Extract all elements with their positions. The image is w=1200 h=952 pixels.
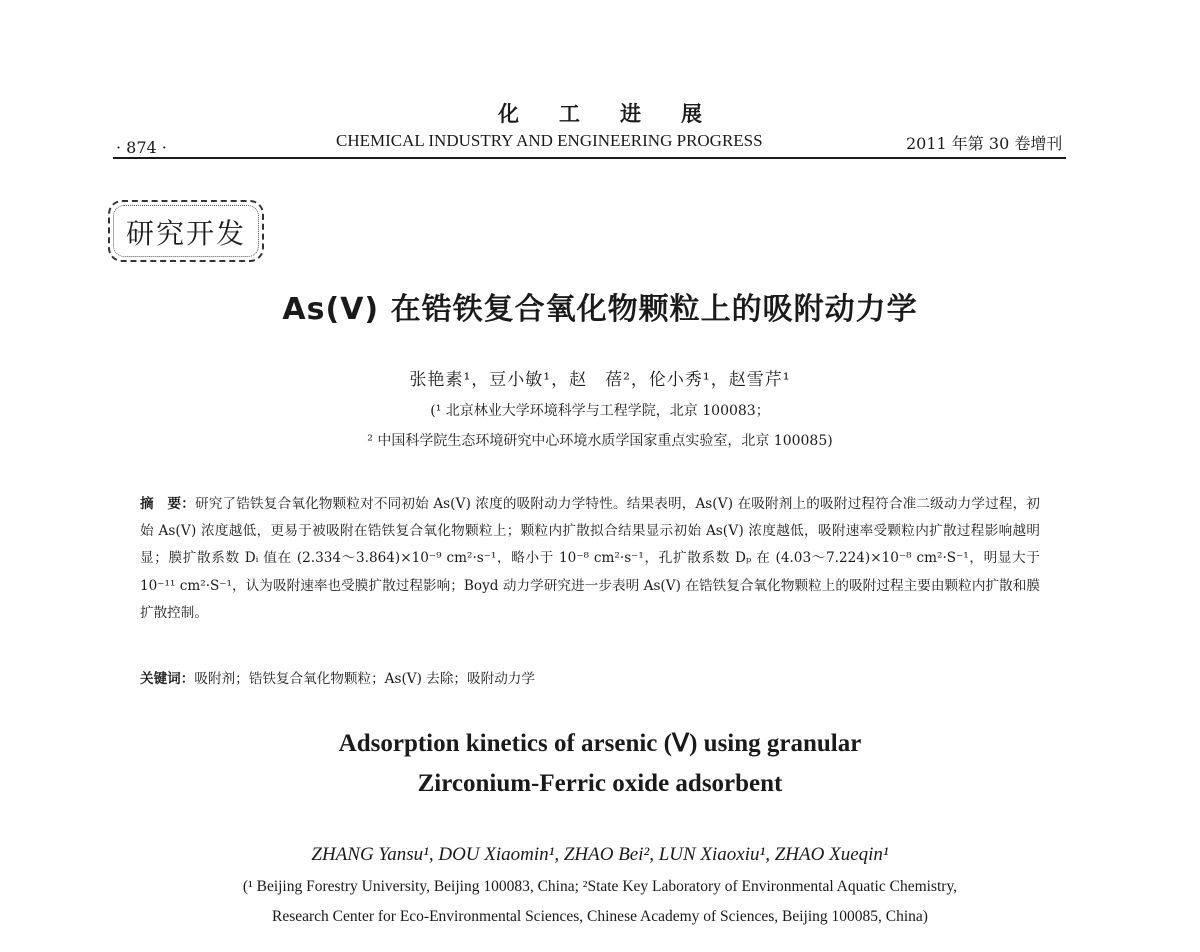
- abstract-label: 摘 要：: [140, 496, 196, 512]
- keywords-cn: [140, 667, 1040, 687]
- keywords-label: 关键词：: [140, 671, 195, 687]
- affiliation-cn-2: ² 中国科学院生态环境研究中心环境水质学国家重点实验室，北京 100085): [367, 433, 833, 449]
- authors-cn: 张艳素¹，豆小敏¹，赵 蓓²，伦小秀¹，赵雪芹¹: [409, 370, 791, 390]
- title-en-line1: Adsorption kinetics of arsenic (Ⅴ) using granular: [338, 730, 862, 757]
- affiliation-cn-1: (¹ 北京林业大学环境科学与工程学院，北京 100083；: [430, 403, 770, 419]
- title-cn: As(Ⅴ) 在锆铁复合氧化物颗粒上的吸附动力学: [282, 292, 918, 327]
- journal-title-cn: 化工进展: [498, 101, 742, 126]
- issue-info: 2011 年第 30 卷增刊: [906, 134, 1063, 153]
- journal-title-en: CHEMICAL INDUSTRY AND ENGINEERING PROGRESS: [336, 131, 763, 150]
- affiliation-en-2: Research Center for Eco-Environmental Sciences, Chinese Academy of Sciences, Beijing 100085, China): [272, 908, 928, 925]
- title-en-line2: Zirconium-Ferric oxide adsorbent: [417, 770, 783, 797]
- abstract-text: 研究了锆铁复合氧化物颗粒对不同初始 As(Ⅴ) 浓度的吸附动力学特性。结果表明，As(Ⅴ) 在吸附剂上的吸附过程符合准二级动力学过程，初始 As(Ⅴ) 浓度越低，更易于被吸附在锆铁复合氧化物颗粒上；颗粒内扩散拟合结果显示初始 As(Ⅴ) 浓度越低，吸附速率受颗粒内扩散过程影响越明显；膜扩散系数 Dᵢ 值在 (2.334～3.864)×10⁻⁹ cm²·s⁻¹，略小于 10⁻⁸ cm²·s⁻¹，孔扩散系数 Dₚ 在 (4.03～7.224)×10⁻⁸ cm²·S⁻¹，明显大于 10⁻¹¹ cm²·S⁻¹，认为吸附速率也受膜扩散过程影响；Boyd 动力学研究进一步表明 As(Ⅴ) 在锆铁复合氧化物颗粒上的吸附过程主要由颗粒内扩散和膜扩散控制。: [140, 496, 1040, 621]
- abstract-cn: [140, 491, 1040, 627]
- section-badge-label: 研究开发: [125, 217, 246, 250]
- authors-en: ZHANG Yansu¹, DOU Xiaomin¹, ZHAO Bei², LUN Xiaoxiu¹, ZHAO Xueqin¹: [311, 844, 889, 865]
- keywords-text: 吸附剂；锆铁复合氧化物颗粒；As(Ⅴ) 去除；吸附动力学: [194, 671, 535, 687]
- affiliation-en-1: (¹ Beijing Forestry University, Beijing 100083, China; ²State Key Laboratory of Environmental Aquatic Chemistry,: [242, 878, 958, 895]
- header-rule: [113, 157, 1066, 159]
- page-number: · 874 ·: [116, 138, 167, 157]
- section-badge: [108, 200, 264, 262]
